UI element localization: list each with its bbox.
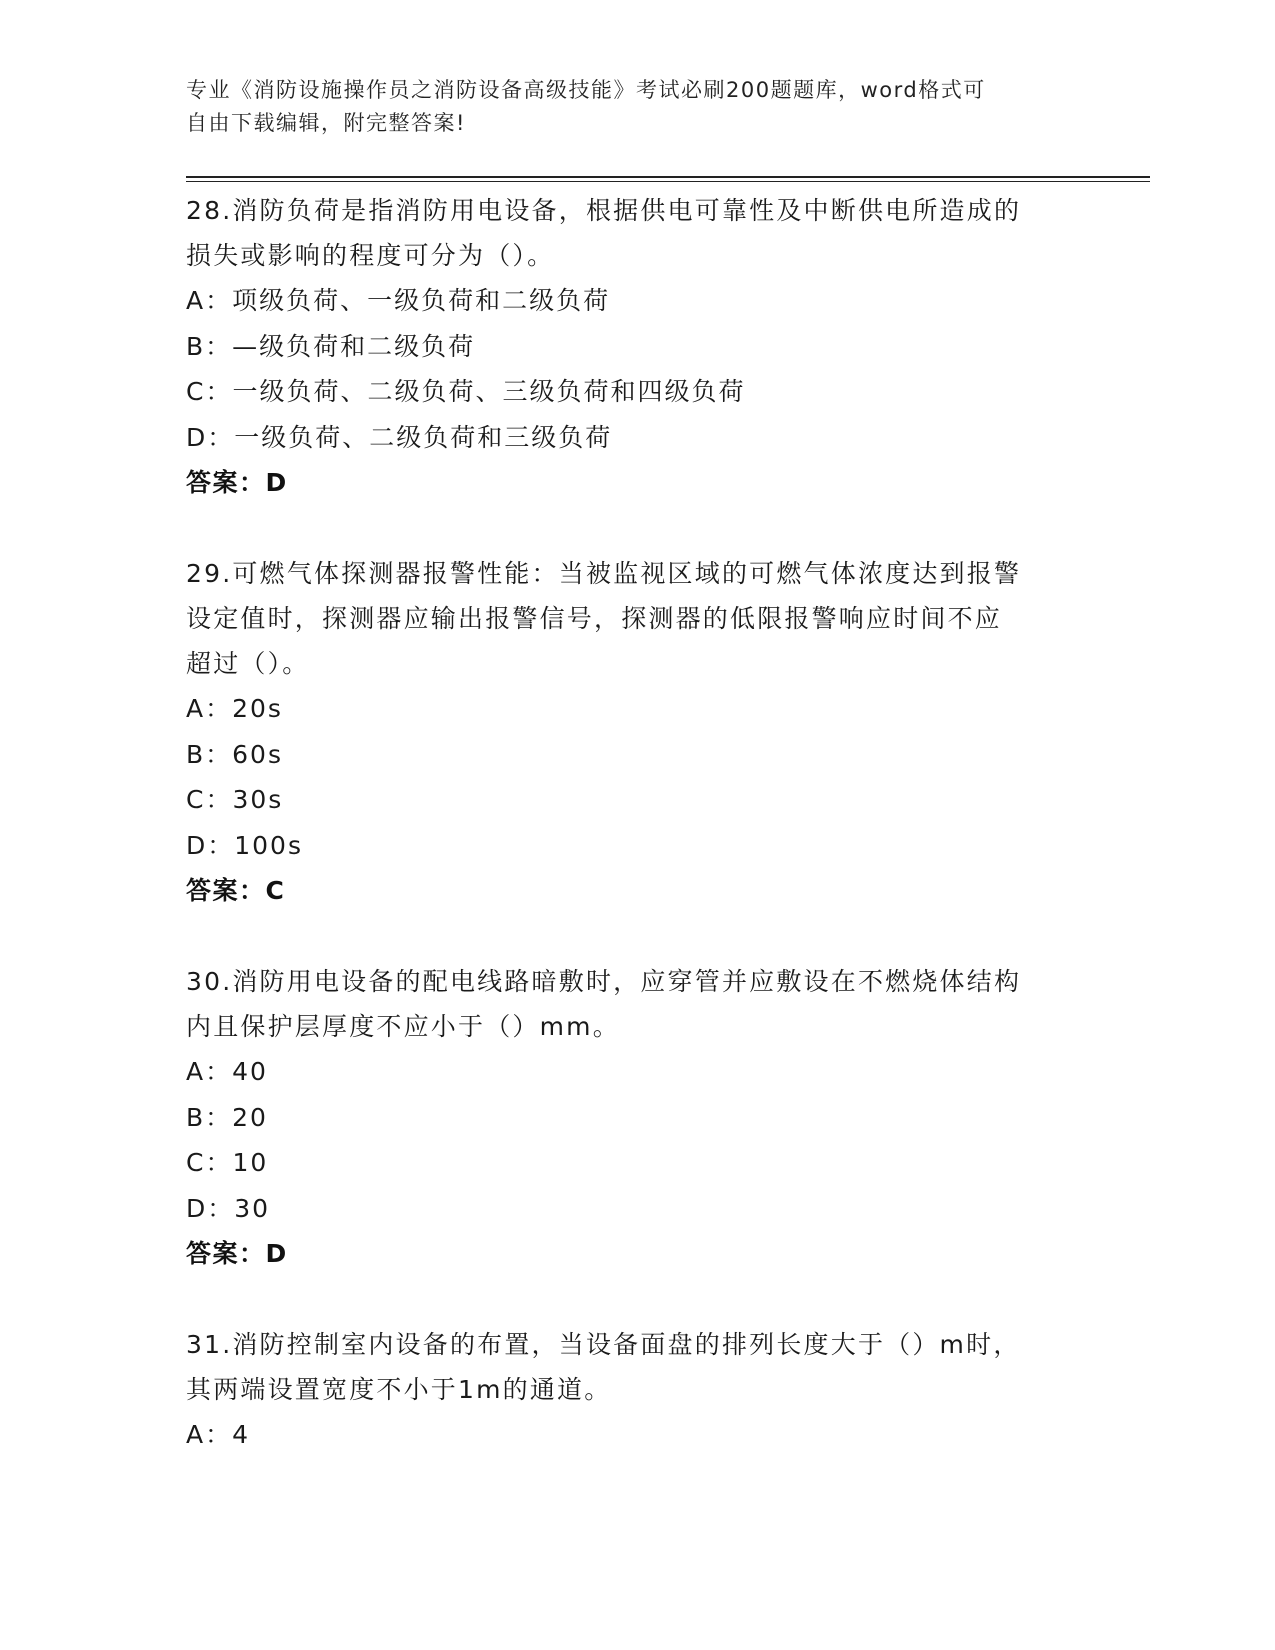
answer: 答案：C bbox=[186, 876, 286, 905]
question-stem-line: 内且保护层厚度不应小于（）mm。 bbox=[186, 1012, 620, 1041]
question-gap bbox=[186, 913, 1086, 959]
option-d: D：100s bbox=[186, 830, 303, 860]
option-a: A：40 bbox=[186, 1057, 268, 1086]
question-gap bbox=[186, 505, 1086, 551]
question-30 bbox=[186, 959, 1086, 1276]
option-c: C：30s bbox=[186, 785, 284, 814]
option-a: A：4 bbox=[186, 1420, 251, 1449]
header-line-2: 自由下载编辑，附完整答案! bbox=[186, 111, 466, 135]
question-stem-line: 30.消防用电设备的配电线路暗敷时，应穿管并应敷设在不燃烧体结构 bbox=[186, 967, 1022, 996]
question-stem bbox=[186, 551, 1086, 686]
question-stem-line: 29.可燃气体探测器报警性能：当被监视区域的可燃气体浓度达到报警 bbox=[186, 559, 1022, 588]
question-list bbox=[186, 188, 1086, 1458]
option-d: D：30 bbox=[186, 1193, 271, 1223]
question-stem-line: 其两端设置宽度不小于1m的通道。 bbox=[186, 1375, 612, 1404]
header-line-1: 专业《消防设施操作员之消防设备高级技能》考试必刷200题题库，word格式可 bbox=[186, 78, 986, 102]
answer: 答案：D bbox=[186, 1239, 288, 1268]
option-b: B：20 bbox=[186, 1102, 268, 1132]
option-a: A：20s bbox=[186, 694, 283, 723]
question-stem bbox=[186, 188, 1086, 278]
question-stem-line: 设定值时，探测器应输出报警信号，探测器的低限报警响应时间不应 bbox=[186, 604, 1003, 633]
header-rule-thin bbox=[186, 181, 1150, 182]
header-rule-thick bbox=[186, 176, 1150, 178]
question-stem-line: 31.消防控制室内设备的布置，当设备面盘的排列长度大于（）m时， bbox=[186, 1330, 1021, 1359]
option-b: B：60s bbox=[186, 739, 283, 769]
question-stem-line: 损失或影响的程度可分为（）。 bbox=[186, 241, 555, 270]
question-31 bbox=[186, 1322, 1086, 1458]
question-stem bbox=[186, 959, 1086, 1049]
question-28 bbox=[186, 188, 1086, 505]
question-stem bbox=[186, 1322, 1086, 1412]
question-29 bbox=[186, 551, 1086, 913]
document-header bbox=[186, 74, 1066, 140]
question-stem-line: 28.消防负荷是指消防用电设备，根据供电可靠性及中断供电所造成的 bbox=[186, 196, 1022, 225]
answer: 答案：D bbox=[186, 468, 288, 497]
option-a: A：项级负荷、一级负荷和二级负荷 bbox=[186, 286, 611, 315]
option-d: D：一级负荷、二级负荷和三级负荷 bbox=[186, 422, 613, 452]
option-c: C：10 bbox=[186, 1148, 269, 1177]
option-c: C：一级负荷、二级负荷、三级负荷和四级负荷 bbox=[186, 377, 746, 406]
question-gap bbox=[186, 1276, 1086, 1322]
question-stem-line: 超过（）。 bbox=[186, 649, 310, 678]
option-b: B：—级负荷和二级负荷 bbox=[186, 331, 476, 361]
